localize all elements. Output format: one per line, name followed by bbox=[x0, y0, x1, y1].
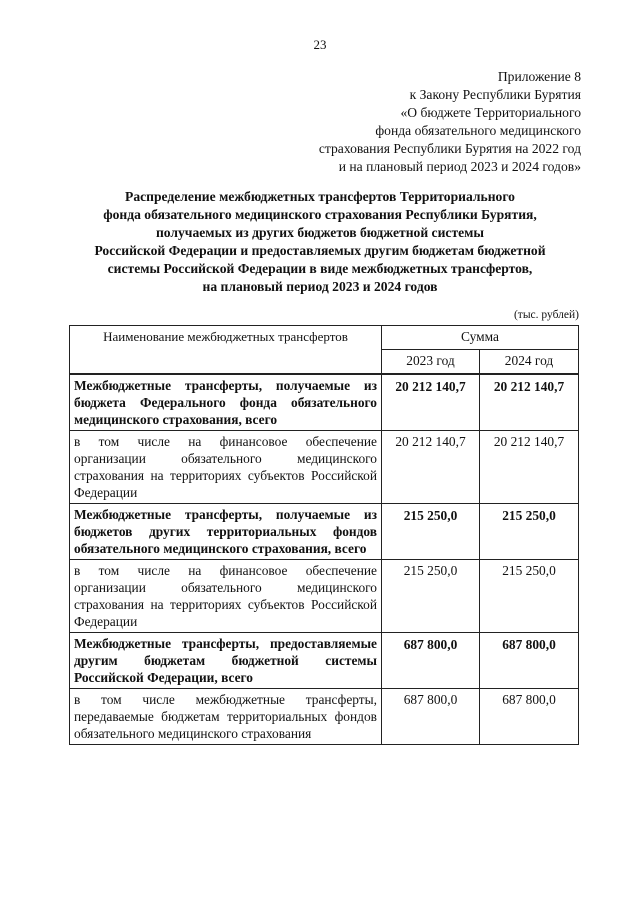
header-year-2024: 2024 год bbox=[480, 350, 579, 375]
header-year-2023: 2023 год bbox=[382, 350, 480, 375]
appendix-line: к Закону Республики Бурятия bbox=[409, 87, 581, 102]
row-name: Межбюджетные трансферты, получаемые из бюджетов других территориальных фондов обязательного медицинского страхования, всего bbox=[70, 504, 382, 560]
units-label: (тыс. рублей) bbox=[513, 309, 579, 321]
value-2023: 20 212 140,7 bbox=[382, 374, 480, 431]
header-sum: Сумма bbox=[382, 326, 579, 350]
value-2023: 20 212 140,7 bbox=[382, 431, 480, 504]
table-row bbox=[70, 374, 579, 431]
table-row bbox=[70, 504, 579, 560]
appendix-note bbox=[261, 68, 581, 176]
appendix-line: страхования Республики Бурятия на 2022 год bbox=[318, 141, 581, 156]
title-line: фонда обязательного медицинского страхования Республики Бурятия, bbox=[103, 207, 537, 222]
table-row bbox=[70, 431, 579, 504]
value-2024: 20 212 140,7 bbox=[480, 431, 579, 504]
row-name: в том числе межбюджетные трансферты, передаваемые бюджетам территориальных фондов обязательного медицинского страхования bbox=[70, 689, 382, 745]
row-name: в том числе на финансовое обеспечение организации обязательного медицинского страхования на территориях субъектов Российской Федерации bbox=[70, 560, 382, 633]
value-2023: 687 800,0 bbox=[382, 633, 480, 689]
appendix-line: Приложение 8 bbox=[497, 69, 581, 84]
value-2023: 215 250,0 bbox=[382, 560, 480, 633]
value-2023: 215 250,0 bbox=[382, 504, 480, 560]
value-2024: 687 800,0 bbox=[480, 633, 579, 689]
title-line: получаемых из других бюджетов бюджетной системы bbox=[155, 225, 485, 240]
row-name: Межбюджетные трансферты, предоставляемые другим бюджетам бюджетной системы Российской Федерации, всего bbox=[70, 633, 382, 689]
value-2024: 687 800,0 bbox=[480, 689, 579, 745]
appendix-line: фонда обязательного медицинского bbox=[375, 123, 581, 138]
header-name: Наименование межбюджетных трансфертов bbox=[70, 326, 382, 375]
appendix-line: и на плановый период 2023 и 2024 годов» bbox=[338, 159, 581, 174]
row-name: Межбюджетные трансферты, получаемые из бюджета Федерального фонда обязательного медицинского страхования, всего bbox=[70, 374, 382, 431]
title-line: на плановый период 2023 и 2024 годов bbox=[202, 279, 438, 294]
value-2024: 215 250,0 bbox=[480, 504, 579, 560]
row-name: в том числе на финансовое обеспечение организации обязательного медицинского страхования на территориях субъектов Российской Федерации bbox=[70, 431, 382, 504]
transfers-table bbox=[69, 325, 579, 745]
appendix-line: «О бюджете Территориального bbox=[400, 105, 581, 120]
title-line: Распределение межбюджетных трансфертов Территориального bbox=[125, 189, 515, 204]
table-row bbox=[70, 633, 579, 689]
value-2023: 687 800,0 bbox=[382, 689, 480, 745]
title-line: системы Российской Федерации в виде межбюджетных трансфертов, bbox=[107, 261, 533, 276]
value-2024: 215 250,0 bbox=[480, 560, 579, 633]
table-row bbox=[70, 689, 579, 745]
value-2024: 20 212 140,7 bbox=[480, 374, 579, 431]
title-line: Российской Федерации и предоставляемых другим бюджетам бюджетной bbox=[94, 243, 546, 258]
document-title bbox=[60, 188, 580, 296]
table-row bbox=[70, 560, 579, 633]
page-number: 23 bbox=[313, 37, 327, 52]
